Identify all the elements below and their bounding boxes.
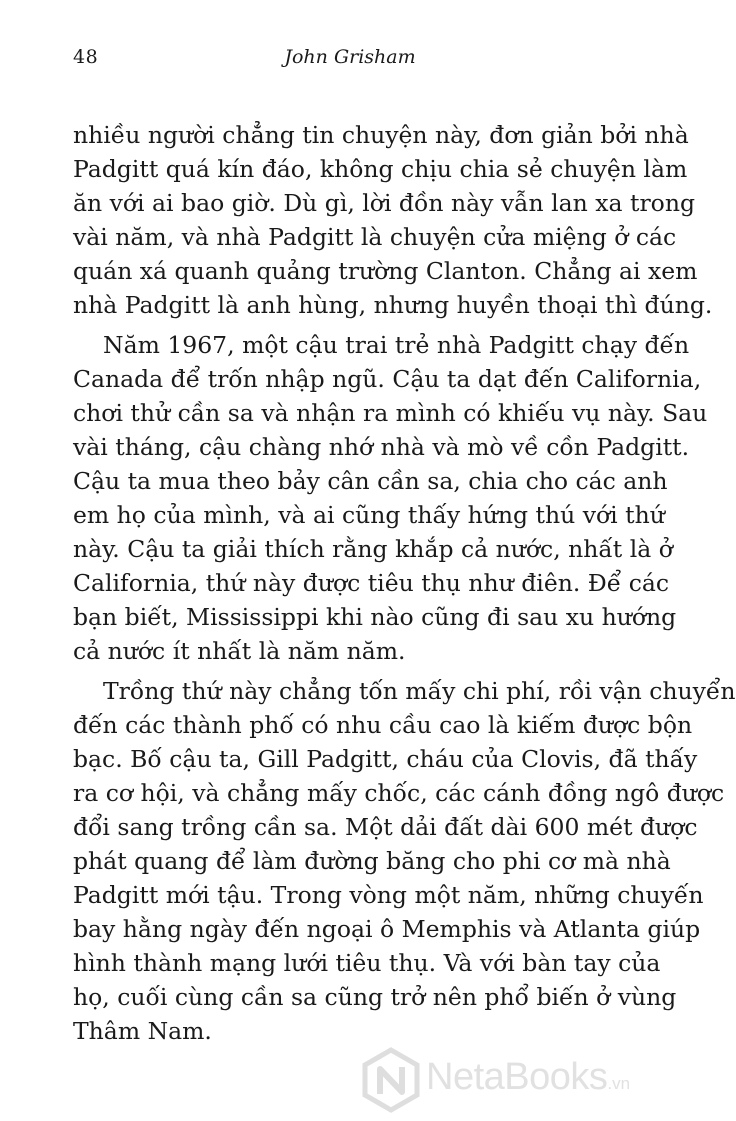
text-line: Padgitt quá kín đáo, không chịu chia sẻ chuyện làm [73,155,688,183]
text-line: phát quang để làm đường băng cho phi cơ mà nhà [73,847,671,875]
text-line: Trồng thứ này chẳng tốn mấy chi phí, rồi vận chuyển [103,677,736,705]
text-line: quán xá quanh quảng trường Clanton. Chẳng ai xem [73,257,698,285]
text-line: Thâm Nam. [73,1017,212,1045]
text-line: Cậu ta mua theo bảy cân cần sa, chia cho các anh [73,467,668,495]
text-line: vài tháng, cậu chàng nhớ nhà và mò về cồn Padgitt. [73,433,690,461]
netabooks-watermark [360,1045,690,1117]
text-line: em họ của mình, và ai cũng thấy hứng thú với thứ [73,501,665,529]
page-number: 48 [73,46,99,68]
text-line: nhiều người chẳng tin chuyện này, đơn giản bởi nhà [73,121,689,149]
text-line: ăn với ai bao giờ. Dù gì, lời đồn này vẫn lan xa trong [73,189,696,217]
page-header [0,46,700,76]
text-line: ra cơ hội, và chẳng mấy chốc, các cánh đồng ngô được [73,779,725,807]
text-line: bạc. Bố cậu ta, Gill Padgitt, cháu của Clovis, đã thấy [73,745,698,773]
text-line: họ, cuối cùng cần sa cũng trở nên phổ biến ở vùng [73,983,677,1011]
text-line: vài năm, và nhà Padgitt là chuyện cửa miệng ở các [73,223,677,251]
text-line: đến các thành phố có nhu cầu cao là kiếm được bộn [73,711,693,739]
text-line: Canada để trốn nhập ngũ. Cậu ta dạt đến California, [73,365,702,393]
running-head-author: John Grisham [284,46,416,68]
text-line: Padgitt mới tậu. Trong vòng một năm, những chuyến [73,881,704,909]
text-line: cả nước ít nhất là năm năm. [73,637,406,665]
text-line: này. Cậu ta giải thích rằng khắp cả nước, nhất là ở [73,535,673,563]
watermark-suffix: .vn [607,1074,631,1093]
text-line: bạn biết, Mississippi khi nào cũng đi sau xu hướng [73,603,677,631]
text-line: đổi sang trồng cần sa. Một dải đất dài 600 mét được [73,813,698,841]
text-line: Năm 1967, một cậu trai trẻ nhà Padgitt chạy đến [103,331,690,359]
text-line: hình thành mạng lưới tiêu thụ. Và với bàn tay của [73,949,661,977]
text-line: California, thứ này được tiêu thụ như điên. Để các [73,569,670,597]
watermark-brand: NetaBooks [426,1056,608,1098]
text-line: bay hằng ngày đến ngoại ô Memphis và Atlanta giúp [73,915,701,943]
text-line: chơi thử cần sa và nhận ra mình có khiếu vụ này. Sau [73,399,708,427]
text-line: nhà Padgitt là anh hùng, nhưng huyền thoại thì đúng. [73,291,713,319]
netabooks-logo-icon [360,1047,422,1113]
